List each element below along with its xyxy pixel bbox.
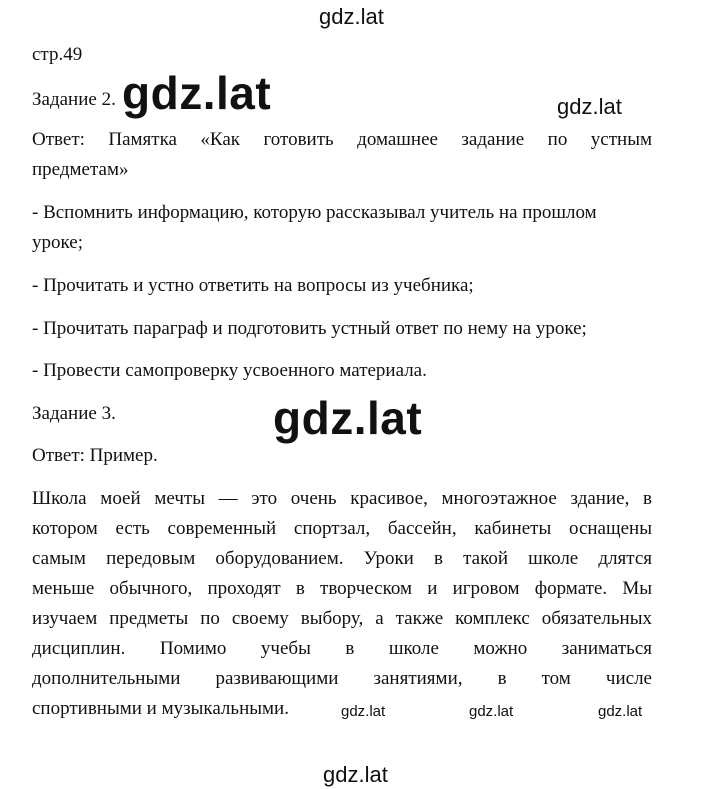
page-reference: стр.49 [32,44,83,65]
essay-line: дисциплин. Помимо учебы в школе можно заниматься [32,638,652,659]
watermark-inline: gdz.lat [598,703,643,720]
essay-line: самым передовым оборудованием. Уроки в такой школе длятся [32,548,652,569]
task-2-answer-line: Ответ: Памятка «Как готовить домашнее задание по устным [32,129,652,150]
task-2-item: - Провести самопроверку усвоенного материала. [32,360,427,381]
task-3-answer-label: Ответ: Пример. [32,445,158,466]
task-2-item-line: - Вспомнить информацию, которую рассказывал учитель на прошлом [32,202,597,223]
essay-line: меньше обычного, проходят в творческом и игровом формате. Мы [32,578,652,599]
watermark-inline: gdz.lat [341,703,386,720]
essay-line: изучаем предметы по своему выбору, а также комплекс обязательных [32,608,652,629]
watermark-top: gdz.lat [319,4,384,29]
task-3-essay [32,484,652,724]
task-2-item [32,198,652,258]
task-2-item: - Прочитать и устно ответить на вопросы из учебника; [32,275,474,296]
essay-line: Школа моей мечты — это очень красивое, многоэтажное здание, в [32,488,652,509]
task-3-heading: Задание 3. [32,403,116,424]
task-2-item: - Прочитать параграф и подготовить устный ответ по нему на уроке; [32,318,587,339]
essay-line: спортивными и музыкальными. [32,698,289,719]
essay-line: дополнительными развивающими занятиями, в том числе [32,668,652,689]
task-2-answer [32,125,652,185]
task-2-item-line: уроке; [32,232,83,253]
watermark-bottom: gdz.lat [323,762,388,787]
task-2-answer-line: предметам» [32,159,129,180]
watermark-large: gdz.lat [273,392,423,444]
task-2-heading: Задание 2. [32,89,116,110]
watermark-inline: gdz.lat [469,703,514,720]
watermark-right: gdz.lat [557,94,622,119]
essay-line: котором есть современный спортзал, бассейн, кабинеты оснащены [32,518,652,539]
watermark-large: gdz.lat [122,67,272,119]
